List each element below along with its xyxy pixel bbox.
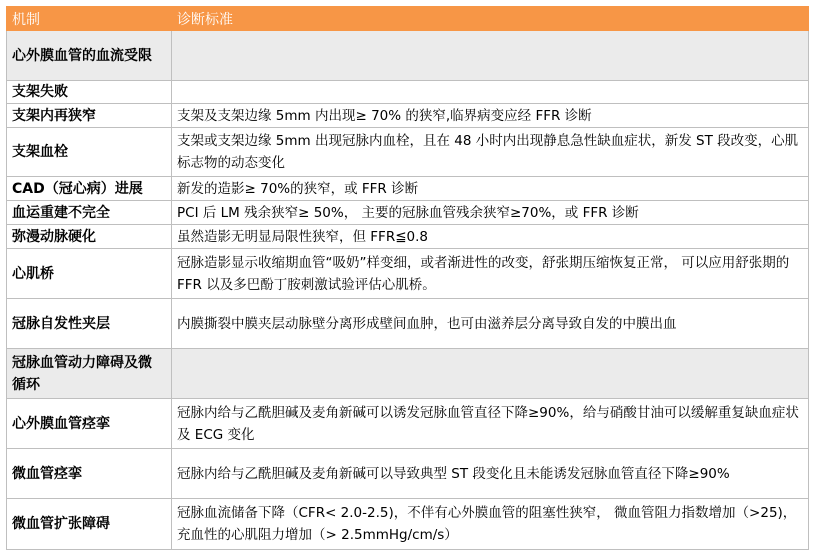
row-mechanism: 心外膜血管的血流受限 <box>7 31 172 81</box>
table-row <box>7 225 809 249</box>
row-mechanism: 心肌桥 <box>7 249 172 299</box>
row-criteria <box>172 81 809 104</box>
row-mechanism: 支架血栓 <box>7 128 172 177</box>
row-mechanism: 冠脉血管动力障碍及微循环 <box>7 349 172 399</box>
row-criteria: 冠脉内给与乙酰胆碱及麦角新碱可以导致典型 ST 段变化且未能诱发冠脉血管直径下降≥90% <box>172 449 809 499</box>
table-row <box>7 449 809 499</box>
row-criteria: 支架或支架边缘 5mm 出现冠脉内血栓，且在 48 小时内出现静息急性缺血症状，新发 ST 段改变，心肌标志物的动态变化 <box>172 128 809 177</box>
row-criteria: 支架及支架边缘 5mm 内出现≥ 70% 的狭窄,临界病变应经 FFR 诊断 <box>172 104 809 128</box>
table-header-row <box>7 7 809 31</box>
table-row <box>7 399 809 449</box>
table-row-section <box>7 31 809 81</box>
mechanism-diagnosis-table <box>6 6 809 550</box>
row-criteria <box>172 31 809 81</box>
row-mechanism: 支架失败 <box>7 81 172 104</box>
row-mechanism: 冠脉自发性夹层 <box>7 299 172 349</box>
table-row <box>7 249 809 299</box>
row-mechanism: 微血管扩张障碍 <box>7 499 172 550</box>
table-row <box>7 128 809 177</box>
table-row <box>7 81 809 104</box>
row-criteria: PCI 后 LM 残余狭窄≥ 50%， 主要的冠脉血管残余狭窄≥70%，或 FFR 诊断 <box>172 201 809 225</box>
header-diagnostic-criteria: 诊断标准 <box>172 7 809 31</box>
table-row <box>7 299 809 349</box>
row-criteria: 新发的造影≥ 70%的狭窄，或 FFR 诊断 <box>172 177 809 201</box>
row-mechanism: CAD（冠心病）进展 <box>7 177 172 201</box>
row-mechanism: 心外膜血管痉挛 <box>7 399 172 449</box>
row-mechanism: 弥漫动脉硬化 <box>7 225 172 249</box>
row-mechanism: 血运重建不完全 <box>7 201 172 225</box>
row-mechanism: 微血管痉挛 <box>7 449 172 499</box>
table-row-section <box>7 349 809 399</box>
table-row <box>7 104 809 128</box>
row-criteria: 冠脉内给与乙酰胆碱及麦角新碱可以诱发冠脉血管直径下降≥90%，给与硝酸甘油可以缓解重复缺血症状及 ECG 变化 <box>172 399 809 449</box>
row-mechanism: 支架内再狭窄 <box>7 104 172 128</box>
table-row <box>7 177 809 201</box>
row-criteria: 冠脉血流储备下降（CFR< 2.0-2.5)，不伴有心外膜血管的阻塞性狭窄， 微血管阻力指数增加（>25)，充血性的心肌阻力增加（> 2.5mmHg/cm/s） <box>172 499 809 550</box>
row-criteria: 内膜撕裂中膜夹层动脉壁分离形成壁间血肿，也可由滋养层分离导致自发的中膜出血 <box>172 299 809 349</box>
table-row <box>7 499 809 550</box>
row-criteria: 虽然造影无明显局限性狭窄，但 FFR≦0.8 <box>172 225 809 249</box>
row-criteria <box>172 349 809 399</box>
row-criteria: 冠脉造影显示收缩期血管“吸奶”样变细，或者渐进性的改变，舒张期压缩恢复正常， 可以应用舒张期的 FFR 以及多巴酚丁胺刺激试验评估心肌桥。 <box>172 249 809 299</box>
table-row <box>7 201 809 225</box>
header-mechanism: 机制 <box>7 7 172 31</box>
